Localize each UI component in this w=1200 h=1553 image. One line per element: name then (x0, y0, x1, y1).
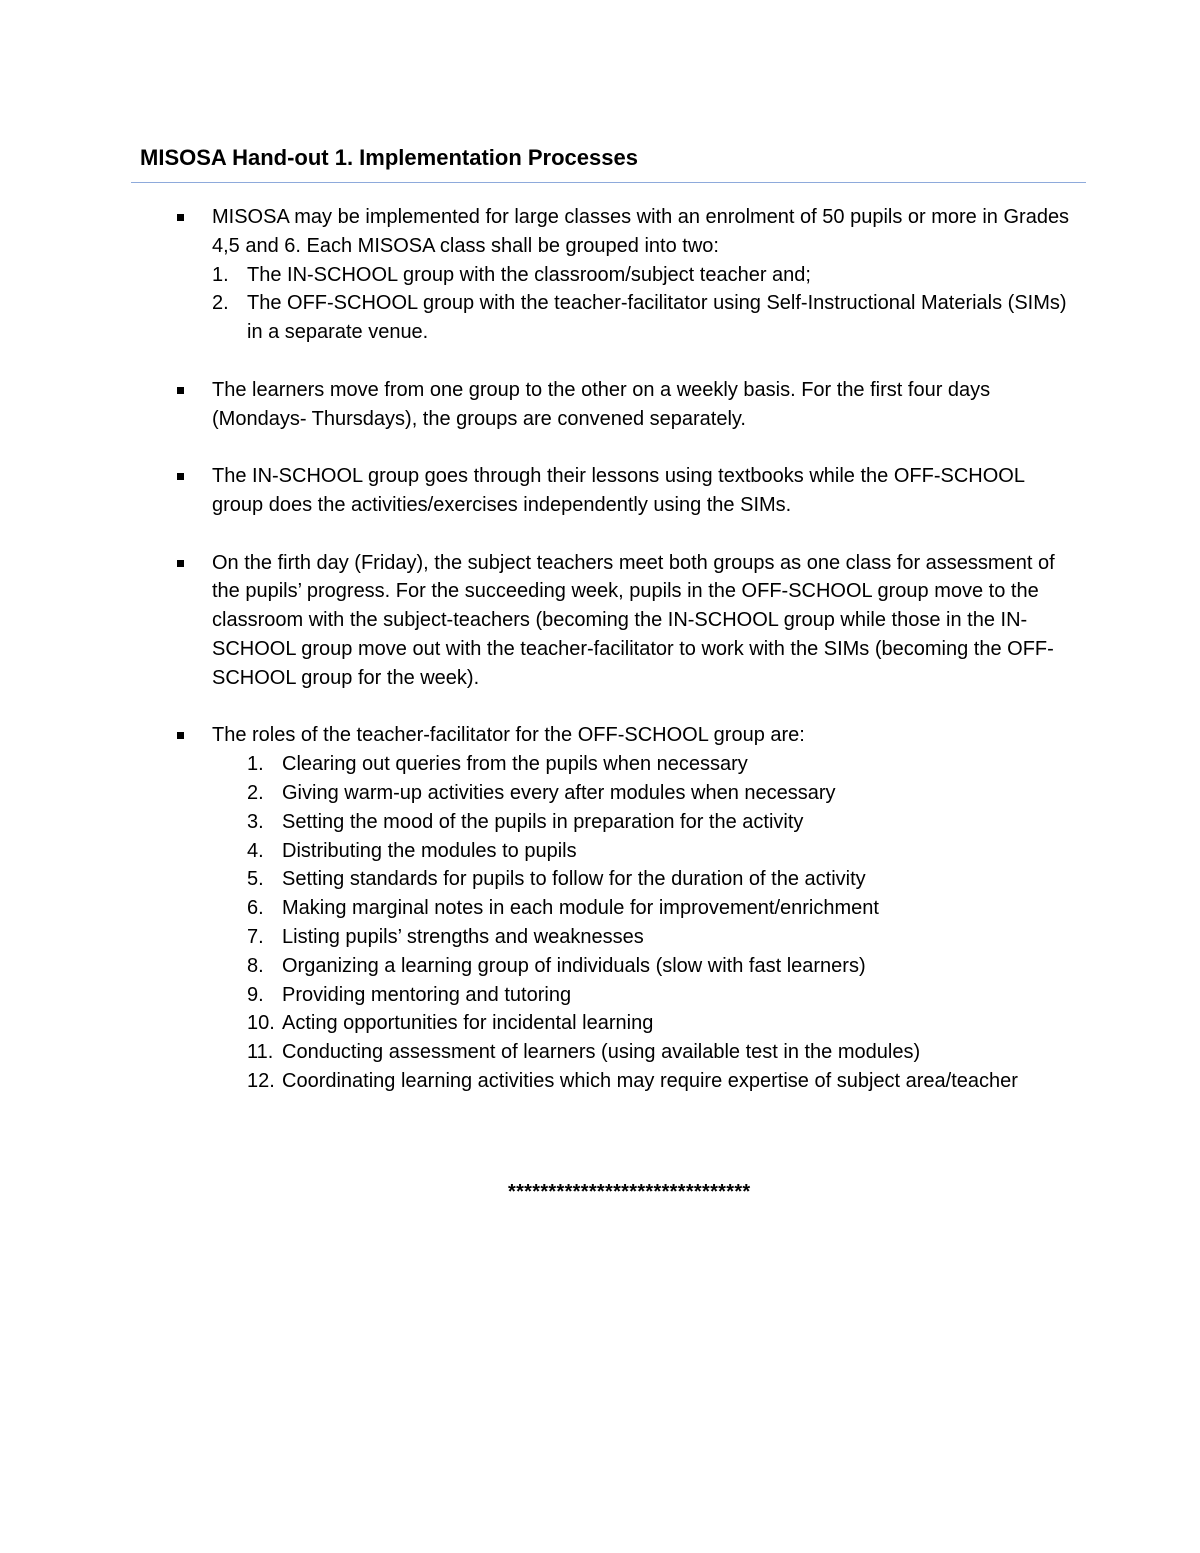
square-bullet-icon (177, 387, 184, 394)
square-bullet-icon (177, 214, 184, 221)
list-item-text: Providing mentoring and tutoring (282, 983, 572, 1006)
list-item (247, 981, 1075, 1010)
bullet-item (175, 203, 1075, 347)
list-item-text: Acting opportunities for incidental learning (282, 1012, 654, 1035)
list-item-text: Coordinating learning activities which may require expertise of subject area/teacher (282, 1069, 1018, 1092)
list-item-text: Conducting assessment of learners (using available test in the modules) (282, 1041, 921, 1064)
list-item-number: 6. (247, 897, 264, 920)
square-bullet-icon (177, 473, 184, 480)
list-item-number: 11. (247, 1041, 274, 1064)
list-item-text: Setting the mood of the pupils in preparation for the activity (282, 810, 804, 833)
square-bullet-icon (177, 732, 184, 739)
list-item-text: The IN-SCHOOL group with the classroom/subject teacher and; (247, 263, 811, 286)
document-title: MISOSA Hand-out 1. Implementation Processes (140, 145, 638, 170)
title-underline-rule (131, 182, 1086, 183)
list-item-text: Clearing out queries from the pupils when necessary (282, 753, 748, 776)
list-item-text: Listing pupils’ strengths and weaknesses (282, 925, 644, 948)
list-item-number: 9. (247, 983, 264, 1006)
bullet-text: The learners move from one group to the other on a weekly basis. For the first four days (Mondays- Thursdays), the groups are convened separately. (212, 378, 991, 430)
list-item-number: 5. (247, 868, 264, 891)
list-item (247, 1009, 1075, 1038)
list-item (247, 923, 1075, 952)
list-item (247, 894, 1075, 923)
list-item-number: 3. (247, 810, 264, 833)
list-item-number: 7. (247, 925, 264, 948)
list-item (247, 1038, 1075, 1067)
list-item-number: 1. (212, 263, 229, 286)
bullet-item (175, 721, 1075, 1095)
list-item-text: Setting standards for pupils to follow for the duration of the activity (282, 868, 866, 891)
bullet-item (175, 549, 1075, 693)
list-item-number: 2. (212, 292, 229, 315)
square-bullet-icon (177, 560, 184, 567)
document-body (175, 203, 1075, 1096)
bullet-text: The IN-SCHOOL group goes through their lessons using textbooks while the OFF-SCHOOL group does the activities/exercises independently using the SIMs. (212, 465, 1025, 516)
bullet-text: On the firth day (Friday), the subject teachers meet both groups as one class for assessment of the pupils’ progress. For the succeeding week, pupils in the OFF-SCHOOL group move to the classroom with the subject-teachers (becoming the IN-SCHOOL group while those in the IN-SCHOOL group move out with the teacher-facilitator to work with the SIMs (becoming the OFF-SCHOOL group for the week). (212, 551, 1055, 689)
list-item-text: Making marginal notes in each module for improvement/enrichment (282, 897, 879, 920)
list-item (247, 837, 1075, 866)
list-item-text: Giving warm-up activities every after modules when necessary (282, 781, 836, 804)
list-item (212, 261, 1075, 290)
bullet-item (175, 376, 1075, 434)
list-item-number: 12. (247, 1069, 275, 1092)
list-item (212, 289, 1075, 347)
list-item-text: Organizing a learning group of individuals (slow with fast learners) (282, 954, 866, 977)
list-item (247, 952, 1075, 981)
roles-list (247, 750, 1075, 1096)
list-item-number: 1. (247, 753, 264, 776)
bullet-text: MISOSA may be implemented for large classes with an enrolment of 50 pupils or more in Grades 4,5 and 6. Each MISOSA class shall be grouped into two: (212, 206, 1070, 257)
list-item (247, 808, 1075, 837)
list-item (247, 779, 1075, 808)
list-item-number: 10. (247, 1012, 275, 1035)
bullet-text: The roles of the teacher-facilitator for the OFF-SCHOOL group are: (212, 724, 805, 747)
grouping-list (212, 261, 1075, 347)
list-item-number: 8. (247, 954, 264, 977)
list-item (247, 865, 1075, 894)
list-item-text: Distributing the modules to pupils (282, 839, 577, 862)
list-item-number: 2. (247, 781, 264, 804)
list-item (247, 1067, 1075, 1096)
end-of-document-asterisks: ****************************** (508, 1181, 751, 1203)
bullet-item (175, 462, 1075, 520)
list-item-text: The OFF-SCHOOL group with the teacher-facilitator using Self-Instructional Materials (SIMs) in a separate venue. (247, 292, 1067, 344)
list-item-number: 4. (247, 839, 264, 862)
list-item (247, 750, 1075, 779)
